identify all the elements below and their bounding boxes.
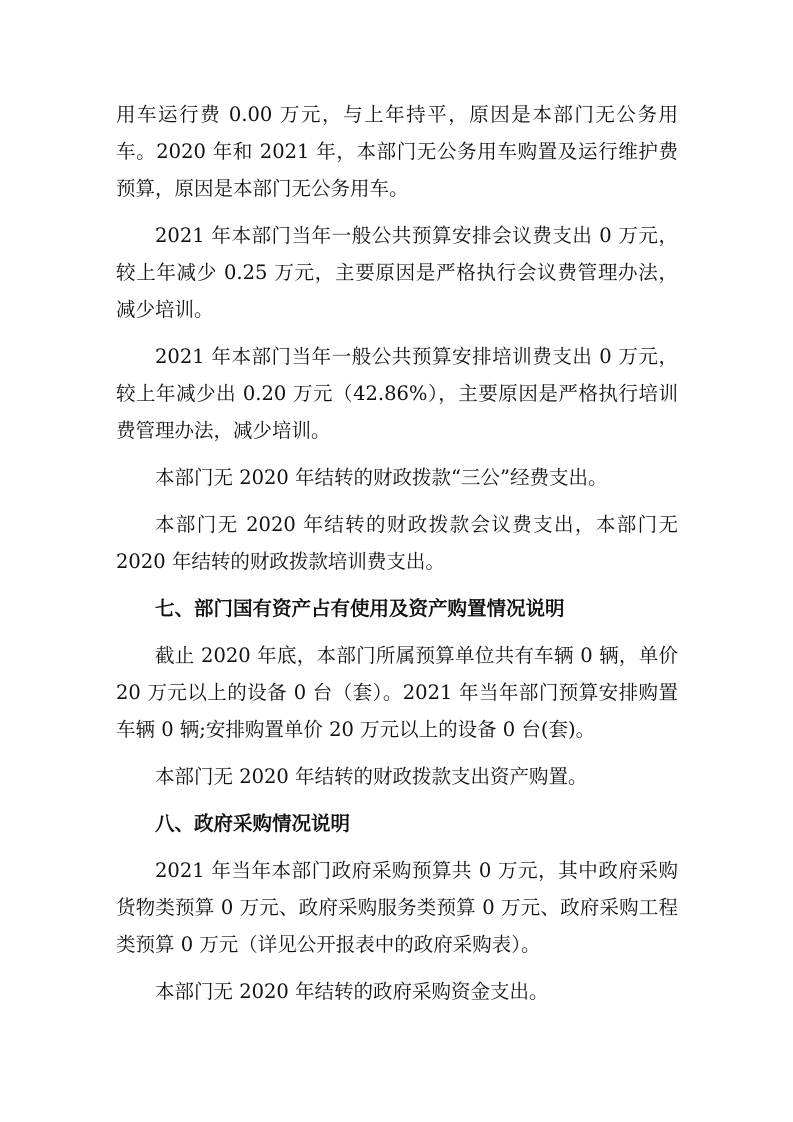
document-page [116, 96, 678, 1020]
paragraph-procurement-carryover: 本部门无 2020 年结转的政府采购资金支出。 [155, 980, 549, 1003]
paragraph-procurement-budget: 2021 年当年本部门政府采购预算共 0 万元，其中政府采购货物类预算 0 万元、政府采购服务类预算 0 万元、政府采购工程类预算 0 万元（详见公开报表中的政府采购表）。 [116, 859, 678, 956]
paragraph-meeting-training-carryover: 本部门无 2020 年结转的财政拨款会议费支出，本部门无 2020 年结转的财政拨款培训费支出。 [116, 513, 678, 573]
section-heading-assets: 七、部门国有资产占有使用及资产购置情况说明 [155, 597, 565, 620]
paragraph-assets-carryover: 本部门无 2020 年结转的财政拨款支出资产购置。 [155, 765, 588, 788]
paragraph-training-costs: 2021 年本部门当年一般公共预算安排培训费支出 0 万元，较上年减少出 0.20 万元（42.86%），主要原因是严格执行培训费管理办法，减少培训。 [116, 345, 678, 442]
paragraph-meeting-costs: 2021 年本部门当年一般公共预算安排会议费支出 0 万元，较上年减少 0.25 万元，主要原因是严格执行会议费管理办法，减少培训。 [116, 224, 678, 321]
paragraph-assets-status: 截止 2020 年底，本部门所属预算单位共有车辆 0 辆，单价 20 万元以上的设备 0 台（套）。2021 年当年部门预算安排购置车辆 0 辆;安排购置单价 20 万元以上的设备 0 台(套)。 [116, 644, 678, 741]
paragraph-vehicle-costs: 用车运行费 0.00 万元，与上年持平，原因是本部门无公务用车。2020 年和 2021 年，本部门无公务用车购置及运行维护费预算，原因是本部门无公务用车。 [116, 103, 678, 200]
paragraph-three-public-carryover: 本部门无 2020 年结转的财政拨款“三公”经费支出。 [155, 466, 608, 489]
section-heading-procurement: 八、政府采购情况说明 [155, 812, 351, 835]
